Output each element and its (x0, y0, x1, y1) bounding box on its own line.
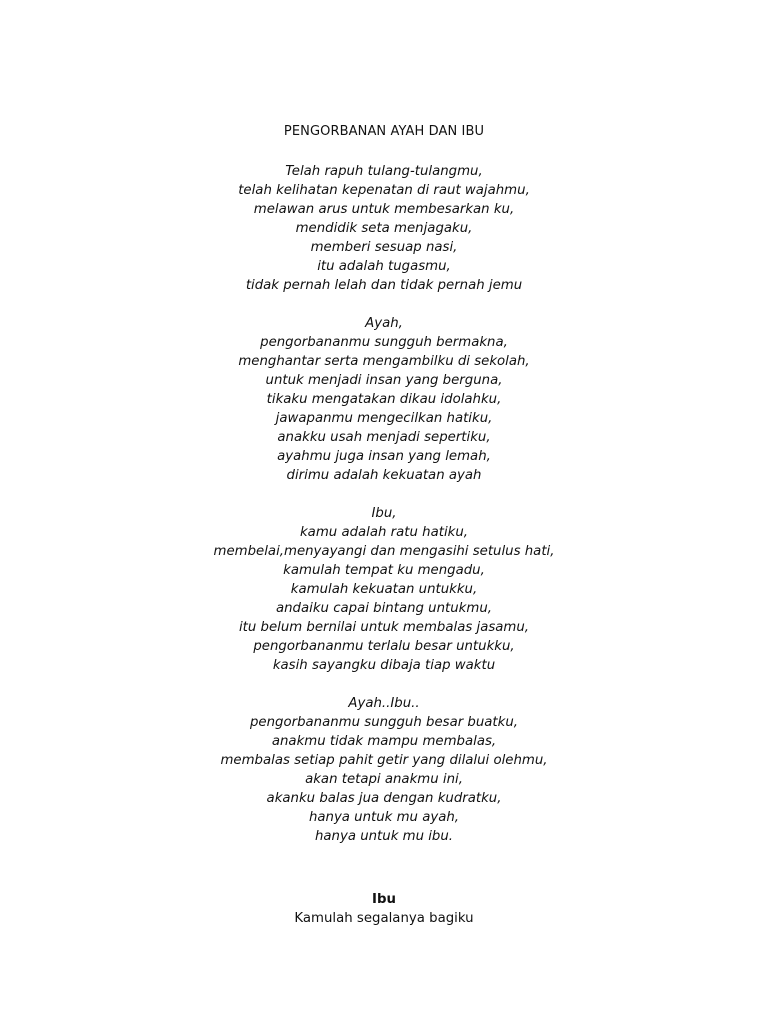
poem-line: anakku usah menjadi sepertiku, (277, 430, 491, 445)
poem-line: itu belum bernilai untuk membalas jasamu, (238, 620, 530, 635)
stanza-2 (0, 314, 768, 485)
poem-body (0, 162, 768, 865)
poem-line: memberi sesuap nasi, (310, 240, 458, 255)
poem-line: dirimu adalah kekuatan ayah (286, 468, 482, 483)
poem-line: jawapanmu mengecilkan hatiku, (275, 411, 493, 426)
poem-line: kasih sayangku dibaja tiap waktu (272, 658, 496, 673)
poem-line: kamulah tempat ku mengadu, (283, 563, 485, 578)
poem-line: pengorbananmu sungguh besar buatku, (249, 715, 518, 730)
section-heading-ibu: Ibu (372, 892, 396, 907)
poem-line: Ayah..Ibu.. (348, 696, 420, 711)
poem-line: hanya untuk mu ayah, (308, 810, 460, 825)
stanza-4 (0, 694, 768, 846)
section-subtitle: Kamulah segalanya bagiku (294, 911, 474, 926)
poem-line: pengorbananmu terlalu besar untukku, (253, 639, 515, 654)
poem-line: akanku balas jua dengan kudratku, (266, 791, 502, 806)
poem-title: PENGORBANAN AYAH DAN IBU (283, 124, 485, 139)
poem-line: Telah rapuh tulang-tulangmu, (285, 164, 483, 179)
poem-line: kamulah kekuatan untukku, (290, 582, 478, 597)
poem-line: pengorbananmu sungguh bermakna, (260, 335, 508, 350)
poem-line: melawan arus untuk membesarkan ku, (253, 202, 515, 217)
poem-line: andaiku capai bintang untukmu, (275, 601, 492, 616)
poem-line: akan tetapi anakmu ini, (305, 772, 463, 787)
poem-line: hanya untuk mu ibu. (314, 829, 454, 844)
poem-line: mendidik seta menjagaku, (295, 221, 473, 236)
poem-line: kamu adalah ratu hatiku, (299, 525, 468, 540)
poem-line: tidak pernah lelah dan tidak pernah jemu (245, 278, 523, 293)
stanza-1 (0, 162, 768, 295)
poem-line: Ayah, (365, 316, 403, 331)
poem-line: menghantar serta mengambilku di sekolah, (238, 354, 530, 369)
poem-line: ayahmu juga insan yang lemah, (277, 449, 491, 464)
poem-line: tikaku mengatakan dikau idolahku, (266, 392, 502, 407)
poem-line: telah kelihatan kepenatan di raut wajahmu, (238, 183, 530, 198)
stanza-3 (0, 504, 768, 675)
poem-line: untuk menjadi insan yang berguna, (265, 373, 503, 388)
poem-line: membelai,menyayangi dan mengasihi setulus hati, (213, 544, 555, 559)
poem-line: membalas setiap pahit getir yang dilalui olehmu, (220, 753, 548, 768)
poem-line: itu adalah tugasmu, (317, 259, 451, 274)
poem-line: Ibu, (371, 506, 397, 521)
poem-line: anakmu tidak mampu membalas, (271, 734, 497, 749)
